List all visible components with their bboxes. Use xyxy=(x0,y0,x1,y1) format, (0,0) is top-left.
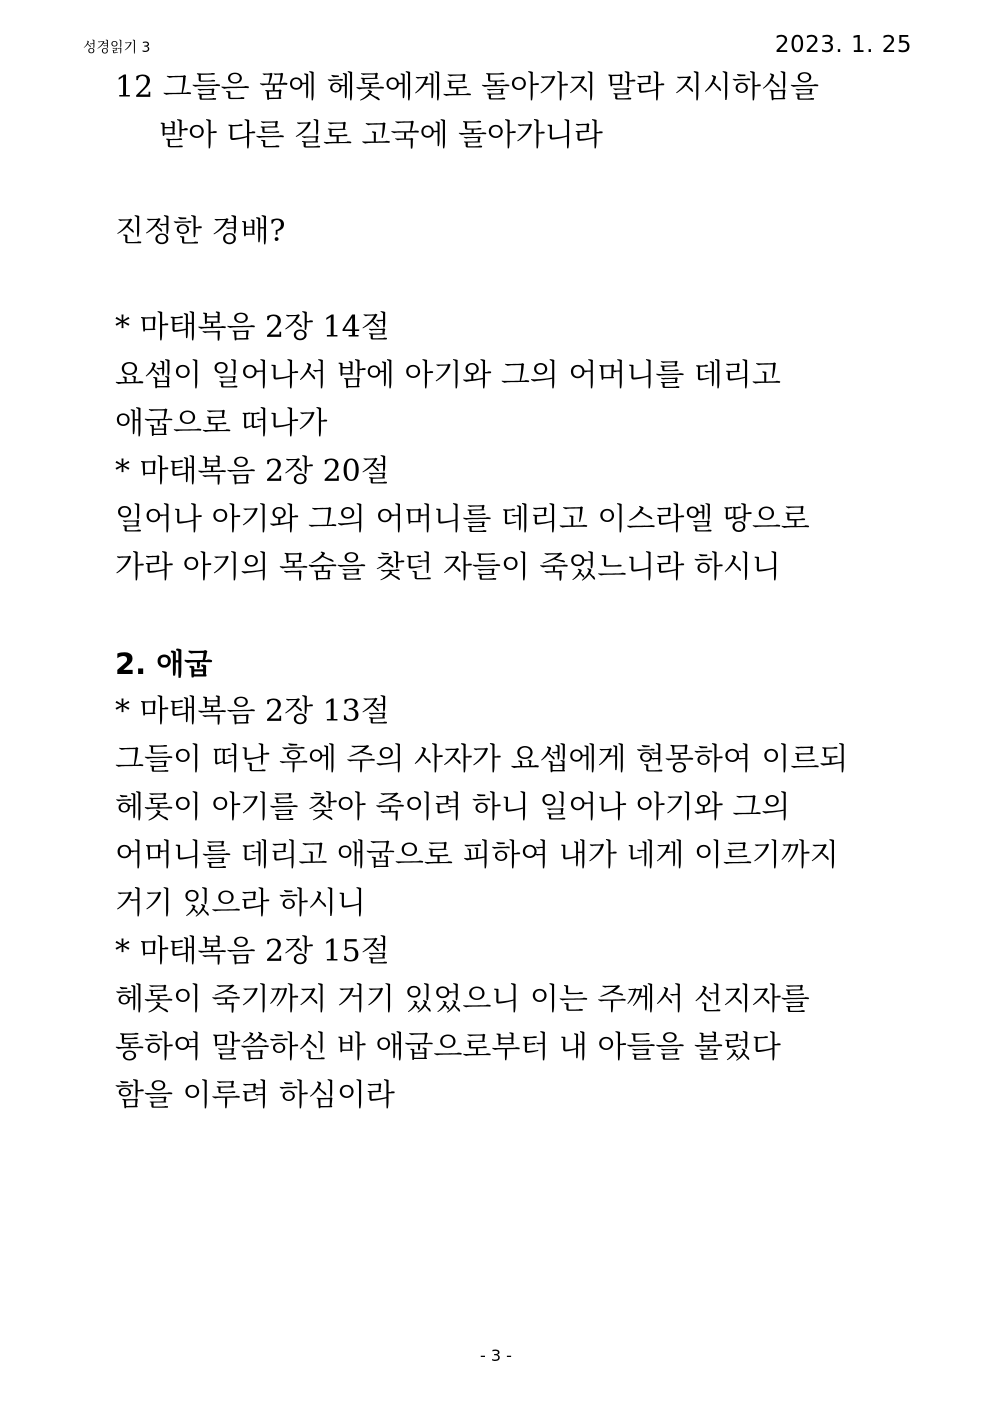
verse-2-15-line-3: 함을 이루려 하심이라 xyxy=(115,1078,395,1113)
reference-matthew-2-15: * 마태복음 2장 15절 xyxy=(115,934,390,969)
verse-2-15-line-2: 통하여 말씀하신 바 애굽으로부터 내 아들을 불렀다 xyxy=(115,1030,781,1065)
verse-2-14-line-1: 요셉이 일어나서 밤에 아기와 그의 어머니를 데리고 xyxy=(115,358,781,393)
blank-line xyxy=(115,160,915,208)
verse-2-15-line-1: 헤롯이 죽기까지 거기 있었으니 이는 주께서 선지자를 xyxy=(115,982,810,1017)
verse-2-13-line-3: 어머니를 데리고 애굽으로 피하여 내가 네게 이르기까지 xyxy=(115,838,839,873)
reference-matthew-2-14: * 마태복음 2장 14절 xyxy=(115,310,390,345)
verse-2-14-line-2: 애굽으로 떠나가 xyxy=(115,406,328,441)
verse-2-13-line-2: 헤롯이 아기를 찾아 죽이려 하니 일어나 아기와 그의 xyxy=(115,790,791,825)
page-number: - 3 - xyxy=(480,1346,512,1365)
verse-2-20-line-2: 가라 아기의 목숨을 찾던 자들이 죽었느니라 하시니 xyxy=(115,550,781,585)
verse-12-line-1: 12 그들은 꿈에 헤롯에게로 돌아가지 말라 지시하심을 xyxy=(115,70,819,105)
question-line: 진정한 경배? xyxy=(115,214,286,249)
verse-2-20-line-1: 일어나 아기와 그의 어머니를 데리고 이스라엘 땅으로 xyxy=(115,502,810,537)
blank-line xyxy=(115,256,915,304)
verse-2-13-line-4: 거기 있으라 하시니 xyxy=(115,886,366,921)
reference-matthew-2-20: * 마태복음 2장 20절 xyxy=(115,454,390,489)
blank-line xyxy=(115,592,915,640)
document-body xyxy=(115,64,915,1120)
verse-2-13-line-1: 그들이 떠난 후에 주의 사자가 요셉에게 현몽하여 이르되 xyxy=(115,742,849,777)
document-title: 성경읽기 3 xyxy=(83,40,151,56)
verse-12-line-2: 받아 다른 길로 고국에 돌아가니라 xyxy=(159,118,603,153)
document-date: 2023. 1. 25 xyxy=(774,32,912,58)
section-2-heading: 2. 애굽 xyxy=(115,647,213,681)
reference-matthew-2-13: * 마태복음 2장 13절 xyxy=(115,694,390,729)
